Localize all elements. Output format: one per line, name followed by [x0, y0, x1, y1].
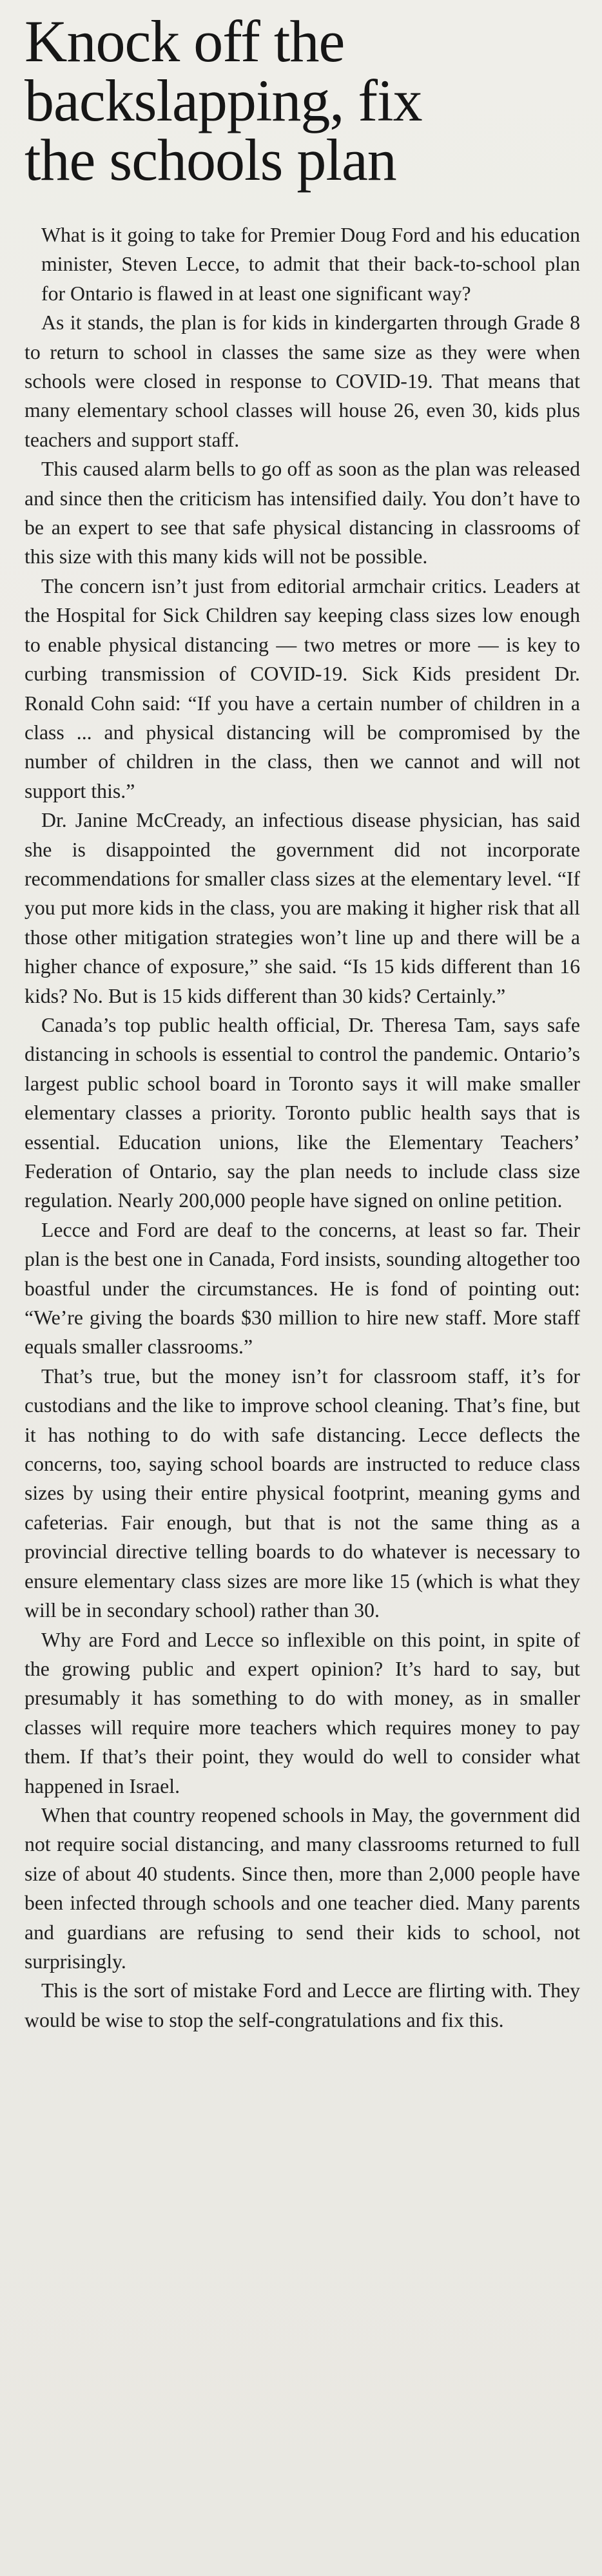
article-body	[24, 220, 580, 2035]
headline	[24, 4, 580, 193]
paragraph-5: Dr. Janine McCready, an infectious disease physician, has said she is disappointed the government did not incorporate recommendations for smaller class sizes at the elementary level. “If you put more kids in the class, you are making it higher risk that all those other mitigation strategies won’t line up and there will be a higher chance of exposure,” she said. “Is 15 kids different than 16 kids? No. But is 15 kids different than 30 kids? Certainly.”	[24, 809, 580, 1007]
paragraph-8: That’s true, but the money isn’t for classroom staff, it’s for custodians and the like to improve school cleaning. That’s fine, but it has nothing to do with safe distancing. Lecce deflects the concerns, too, saying school boards are instructed to reduce class sizes by using their entire physical footprint, meaning gyms and cafeterias. Fair enough, but that is not the same thing as a provincial directive telling boards to do whatever is necessary to ensure elementary class sizes are more like 15 (which is what they will be in secondary school) rather than 30.	[24, 1364, 580, 1622]
paragraph-7: Lecce and Ford are deaf to the concerns, at least so far. Their plan is the best one in Canada, Ford insists, sounding altogether too boastful under the circumstances. He is fond of pointing out: “We’re giving the boards $30 million to hire new staff. More staff equals smaller classrooms.”	[24, 1218, 580, 1359]
paragraph-9: Why are Ford and Lecce so inflexible on this point, in spite of the growing public and expert opinion? It’s hard to say, but presumably it has something to do with money, as in smaller classes will require more teachers which requires money to pay them. If that’s their point, they would do well to consider what happened in Israel.	[24, 1628, 580, 1797]
headline-line-1: Knock off the	[24, 8, 345, 74]
paragraph-11: This is the sort of mistake Ford and Lecce are flirting with. They would be wise to stop the self-congratulations and fix this.	[24, 1979, 580, 2031]
paragraph-6: Canada’s top public health official, Dr. Theresa Tam, says safe distancing in schools is essential to control the pandemic. Ontario’s largest public school board in Toronto says it will make smaller elementary classes a priority. Toronto public health says that is essential. Education unions, like the Elementary Teachers’ Federation of Ontario, say the plan needs to include class size regulation. Nearly 200,000 people have signed on online petition.	[24, 1013, 580, 1212]
headline-line-3: the schools plan	[24, 127, 396, 193]
paragraph-10: When that country reopened schools in May, the government did not require social distancing, and many classrooms returned to full size of about 40 students. Since then, more than 2,000 people have been infected through schools and one teacher died. Many parents and guardians are refusing to send their kids to school, not surprisingly.	[24, 1803, 580, 1973]
paragraph-3: This caused alarm bells to go off as soon as the plan was released and since then the criticism has intensified daily. You don’t have to be an expert to see that safe physical distancing in classrooms of this size with this many kids will not be possible.	[24, 458, 580, 568]
paragraph-1: What is it going to take for Premier Doug Ford and his education minister, Steven Lecce, to admit that their back-to-school plan for Ontario is flawed in at least one significant way?	[41, 224, 580, 305]
paragraph-2: As it stands, the plan is for kids in kindergarten through Grade 8 to return to school in classes the same size as they were when schools were closed in response to COVID-19. That means that many elementary school classes will house 26, even 30, kids plus teachers and support staff.	[24, 311, 580, 451]
headline-line-2: backslapping, fix	[24, 68, 422, 133]
paragraph-4: The concern isn’t just from editorial armchair critics. Leaders at the Hospital for Sick Children say keeping class sizes low enough to enable physical distancing — two metres or more — is key to curbing transmission of COVID-19. Sick Kids president Dr. Ronald Cohn said: “If you have a certain number of children in a class ... and physical distancing will be compromised by the number of children in the class, then we cannot and will not support this.”	[24, 574, 580, 802]
